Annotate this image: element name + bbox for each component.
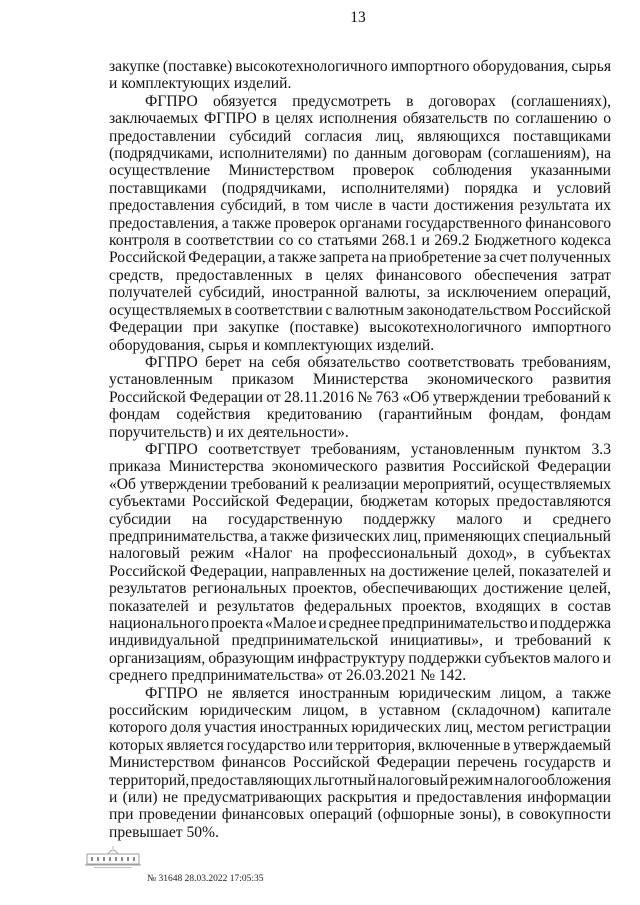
text-line: установленным приказом Министерства экономического развития — [109, 371, 611, 389]
text-line: предоставления субсидий, в том числе в части достижения результата их — [109, 197, 611, 215]
text-line: превышает 50%. — [109, 823, 219, 841]
text-line: субсидии на государственную поддержку малого и среднего — [109, 510, 611, 528]
text-line: Российской Федерации от 28.11.2016 № 763 «Об утверждении требований к — [109, 388, 611, 406]
text-line: Министерством финансов Российской Федерации перечень государств и — [109, 754, 611, 772]
paragraph — [109, 354, 611, 441]
text-line: фондам содействия кредитованию (гарантийным фондам, фондам — [109, 406, 611, 424]
text-line: Российской Федерации, а также запрета на приобретение за счет полученных — [109, 249, 611, 267]
text-line: Российской Федерации, направленных на достижение целей, показателей и — [109, 562, 611, 580]
text-line: ФГПРО берет на себя обязательство соответствовать требованиям, — [145, 353, 611, 371]
text-line: «Об утверждении требований к реализации мероприятий, осуществляемых — [109, 475, 611, 493]
text-line: (подрядчиками, исполнителями) по данным договорам (соглашениям), на — [109, 145, 611, 163]
text-line: и (или) не предусматривающих раскрытия и предоставления информации — [109, 789, 611, 807]
text-line: организациям, образующим инфраструктуру поддержки субъектов малого и — [109, 649, 611, 667]
paragraph — [109, 58, 611, 93]
paragraph — [109, 685, 611, 842]
text-line: приказа Министерства экономического развития Российской Федерации — [109, 458, 611, 476]
text-line: среднего предпринимательства» от 26.03.2021 № 142. — [109, 667, 467, 685]
text-line: поручительств) и их деятельности». — [109, 423, 349, 441]
text-line: оборудования, сырья и комплектующих изделий. — [109, 336, 435, 354]
text-line: Федерации при закупке (поставке) высокотехнологичного импортного — [109, 319, 611, 337]
text-line: контроля в соответствии со со статьями 268.1 и 269.2 Бюджетного кодекса — [109, 232, 611, 250]
text-line: индивидуальной предпринимательской инициативы», и требований к — [109, 632, 611, 650]
paragraph — [109, 93, 611, 354]
registration-number: № 31648 28.03.2022 17:05:35 — [147, 874, 264, 884]
government-building-stamp-icon — [84, 845, 142, 871]
text-line: национального проекта «Малое и среднее предпринимательство и поддержка — [109, 615, 611, 632]
text-line: осуществляемых в соответствии с валютным законодательством Российской — [109, 301, 611, 319]
text-line: налоговый режим «Налог на профессиональный доход», в субъектах — [109, 545, 611, 563]
page-number: 13 — [350, 9, 366, 26]
text-line: ФГПРО соответствует требованиям, установленным пунктом 3.3 — [145, 440, 611, 458]
document-body — [109, 58, 611, 841]
text-line: получателей субсидий, иностранной валюты, за исключением операций, — [109, 284, 611, 302]
text-line: предпринимательства, а также физических лиц, применяющих специальный — [109, 527, 611, 545]
paragraph — [109, 441, 611, 685]
text-line: результатов региональных проектов, обеспечивающих достижение целей, — [109, 580, 611, 598]
text-line: средств, предоставленных в целях финансового обеспечения затрат — [109, 266, 611, 284]
text-line: показателей и результатов федеральных проектов, входящих в состав — [109, 597, 611, 615]
text-line: ФГПРО не является иностранным юридическим лицом, а также — [145, 684, 611, 702]
text-line: субъектами Российской Федерации, бюджетам которых предоставляются — [109, 493, 611, 511]
text-line: предоставления, а также проверок органами государственного финансового — [109, 214, 611, 232]
text-line: закупке (поставке) высокотехнологичного импортного оборудования, сырья — [109, 58, 611, 75]
text-line: предоставлении субсидий согласия лиц, являющихся поставщиками — [109, 127, 611, 145]
text-line: которого доля участия иностранных юридических лиц, местом регистрации — [109, 719, 611, 737]
text-line: осуществление Министерством проверок соблюдения указанными — [109, 162, 611, 180]
text-line: при проведении финансовых операций (офшорные зоны), в совокупности — [109, 806, 611, 824]
text-line: которых является государство или территория, включенные в утверждаемый — [109, 736, 611, 754]
text-line: ФГПРО обязуется предусмотреть в договорах (соглашениях), — [145, 92, 611, 110]
text-line: российским юридическим лицом, в уставном (складочном) капитале — [109, 702, 611, 720]
text-line: территорий, предоставляющих льготный налоговый режим налогообложения — [109, 771, 611, 789]
text-line: заключаемых ФГПРО в целях исполнения обязательств по соглашению о — [109, 110, 611, 128]
text-line: поставщиками (подрядчиками, исполнителями) порядка и условий — [109, 179, 611, 197]
text-line: и комплектующих изделий. — [109, 75, 292, 93]
